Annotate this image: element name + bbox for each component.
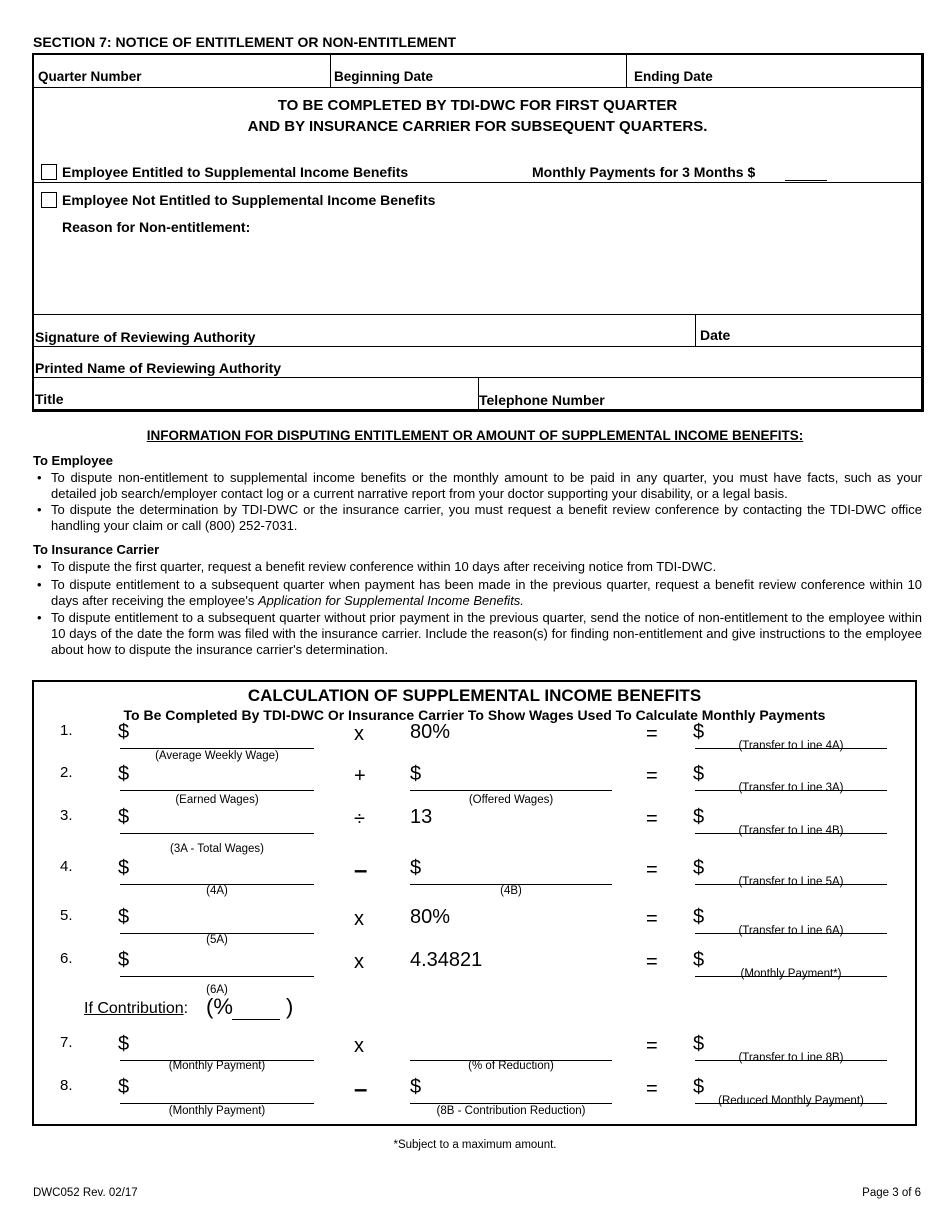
application-title: Application for Supplemental Income Benefits. bbox=[257, 593, 524, 608]
dollar-sign: $ bbox=[693, 949, 705, 971]
carrier-bullet-1: • To dispute the first quarter, request a benefit review conference within 10 days after receiving notice from TDI-DWC. bbox=[37, 559, 922, 575]
line-number: 6. bbox=[60, 950, 73, 967]
dollar-sign: $ bbox=[118, 906, 130, 928]
entitled-label: Employee Entitled to Supplemental Income Benefits bbox=[62, 164, 409, 180]
amount-field-b[interactable] bbox=[410, 1103, 612, 1104]
dollar-sign: $ bbox=[693, 1033, 705, 1055]
calculation-box bbox=[32, 680, 917, 1126]
dollar-sign: $ bbox=[118, 806, 130, 828]
dollar-sign: $ bbox=[693, 1076, 705, 1098]
caption-a: (Monthly Payment) bbox=[168, 1105, 266, 1117]
caption-result: (Transfer to Line 3A) bbox=[738, 782, 844, 794]
equals-sign: = bbox=[646, 908, 658, 930]
line-number: 7. bbox=[60, 1034, 73, 1051]
operator: x bbox=[354, 951, 364, 973]
carrier-bullet-2-text: To dispute entitlement to a subsequent quarter when payment has been made in the previous quarter, request a benefit review conference within 10 days after receiving the employee's bbox=[51, 577, 922, 608]
dollar-sign: $ bbox=[118, 1033, 130, 1055]
dollar-sign: $ bbox=[118, 763, 130, 785]
contribution-open: (% bbox=[206, 994, 233, 1019]
dollar-sign: $ bbox=[693, 806, 705, 828]
equals-sign: = bbox=[646, 723, 658, 745]
quarter-number-label: Quarter Number bbox=[38, 69, 142, 84]
caption-a: (5A) bbox=[206, 934, 228, 946]
instructions-line1: TO BE COMPLETED BY TDI-DWC FOR FIRST QUARTER bbox=[277, 97, 678, 114]
employee-bullet-1-text: To dispute non-entitlement to supplemental income benefits or the monthly amount to be paid in any quarter, you must have facts, such as your detailed job search/employer contact log or a current narrative report from your doctor supporting your disability, or a legal basis. bbox=[51, 470, 922, 501]
employee-bullet-2-text: To dispute the determination by TDI-DWC or the insurance carrier, you must request a benefit review conference by contacting the TDI-DWC office handling your claim or call (800) 252-7031. bbox=[51, 502, 922, 533]
dollar-sign: $ bbox=[693, 763, 705, 785]
employee-bullet-2: • To dispute the determination by TDI-DWC or the insurance carrier, you must request a benefit review conference by contacting the TDI-DWC office handling your claim or call (800) 252-7031. bbox=[37, 502, 922, 533]
section-title: SECTION 7: NOTICE OF ENTITLEMENT OR NON-ENTITLEMENT bbox=[33, 34, 457, 50]
entitled-checkbox[interactable] bbox=[41, 164, 57, 180]
beginning-date-label: Beginning Date bbox=[334, 69, 434, 84]
dollar-sign: $ bbox=[118, 1076, 130, 1098]
operand-value: 4.34821 bbox=[410, 949, 483, 971]
equals-sign: = bbox=[646, 765, 658, 787]
printed-name-field[interactable] bbox=[314, 349, 914, 375]
date-field[interactable] bbox=[739, 317, 914, 345]
footnote: *Subject to a maximum amount. bbox=[393, 1139, 557, 1151]
entitlement-notice-box bbox=[32, 53, 924, 412]
carrier-bullet-2: • To dispute entitlement to a subsequent quarter when payment has been made in the previous quarter, request a benefit review conference within 10 days after receiving the employee's Application for Supplemental Income Benefits. bbox=[37, 577, 922, 608]
dollar-sign: $ bbox=[118, 857, 130, 879]
amount-field-a[interactable] bbox=[120, 976, 314, 977]
line-number: 1. bbox=[60, 722, 73, 739]
operand-value: $ bbox=[410, 763, 422, 785]
printed-name-label: Printed Name of Reviewing Authority bbox=[35, 360, 282, 376]
caption-b: (% of Reduction) bbox=[468, 1060, 554, 1072]
operator: + bbox=[354, 765, 366, 787]
equals-sign: = bbox=[646, 951, 658, 973]
line-number: 2. bbox=[60, 764, 73, 781]
caption-result: (Reduced Monthly Payment) bbox=[718, 1095, 864, 1107]
operator: – bbox=[354, 857, 368, 884]
calculation-title: CALCULATION OF SUPPLEMENTAL INCOME BENEFITS bbox=[247, 686, 702, 705]
signature-label: Signature of Reviewing Authority bbox=[35, 329, 256, 345]
caption-result: (Transfer to Line 4A) bbox=[738, 740, 844, 752]
amount-field-a[interactable] bbox=[120, 748, 314, 749]
caption-a: (Average Weekly Wage) bbox=[155, 750, 279, 762]
employee-bullet-1: • To dispute non-entitlement to supplemental income benefits or the monthly amount to be paid in any quarter, you must have facts, such as your detailed job search/employer contact log or a current narrative report from your doctor supporting your disability, or a legal basis. bbox=[37, 470, 922, 501]
equals-sign: = bbox=[646, 808, 658, 830]
caption-b: (Offered Wages) bbox=[468, 794, 554, 806]
page-number: Page 3 of 6 bbox=[862, 1187, 921, 1199]
caption-b: (4B) bbox=[500, 885, 522, 897]
line-number: 5. bbox=[60, 907, 73, 924]
carrier-bullet-3-text: To dispute entitlement to a subsequent quarter without prior payment in the previous quarter, send the notice of non-entitlement to the employee within 10 days of the date the form was filed with the insurance carrier. Include the reason(s) for finding non-entitlement and give instructions to the employee about how to dispute the insurance carrier's determination. bbox=[51, 610, 922, 657]
dollar-sign: $ bbox=[118, 721, 130, 743]
operand-value: 80% bbox=[410, 721, 451, 743]
ending-date-label: Ending Date bbox=[634, 69, 713, 84]
caption-result: (Transfer to Line 5A) bbox=[738, 876, 844, 888]
dollar-sign: $ bbox=[693, 721, 705, 743]
equals-sign: = bbox=[646, 1078, 658, 1100]
monthly-payments-field[interactable] bbox=[785, 180, 827, 181]
contribution-percent-field[interactable] bbox=[232, 1019, 280, 1020]
to-carrier-heading: To Insurance Carrier bbox=[33, 542, 160, 557]
caption-a: (4A) bbox=[206, 885, 228, 897]
title-label: Title bbox=[35, 391, 64, 407]
caption-a: (Earned Wages) bbox=[175, 794, 259, 806]
operator: ÷ bbox=[354, 808, 365, 830]
dispute-info-heading: INFORMATION FOR DISPUTING ENTITLEMENT OR AMOUNT OF SUPPLEMENTAL INCOME BENEFITS: bbox=[146, 428, 804, 443]
dollar-sign: $ bbox=[118, 949, 130, 971]
contribution-close: ) bbox=[286, 994, 294, 1019]
operator: x bbox=[354, 723, 364, 745]
calculation-subtitle: To Be Completed By TDI-DWC Or Insurance Carrier To Show Wages Used To Calculate Monthly Payments bbox=[123, 707, 826, 723]
carrier-bullet-3: • To dispute entitlement to a subsequent quarter without prior payment in the previous quarter, send the notice of non-entitlement to the employee within 10 days of the date the form was filed with the insurance carrier. Include the reason(s) for finding non-entitlement and give instructions to the employee about how to dispute the insurance carrier's determination. bbox=[37, 610, 922, 657]
line-number: 4. bbox=[60, 858, 73, 875]
form-id: DWC052 Rev. 02/17 bbox=[33, 1187, 138, 1199]
operator: – bbox=[354, 1076, 368, 1103]
to-employee-heading: To Employee bbox=[33, 453, 113, 468]
caption-a: (Monthly Payment) bbox=[168, 1060, 266, 1072]
operand-value: 13 bbox=[410, 806, 433, 828]
instructions-line2: AND BY INSURANCE CARRIER FOR SUBSEQUENT QUARTERS. bbox=[247, 118, 708, 135]
signature-field[interactable] bbox=[274, 317, 694, 345]
operand-value: 80% bbox=[410, 906, 451, 928]
caption-a: (3A - Total Wages) bbox=[170, 843, 264, 855]
caption-a: (6A) bbox=[206, 984, 228, 996]
title-field[interactable] bbox=[74, 380, 474, 406]
line-number: 3. bbox=[60, 807, 73, 824]
telephone-field[interactable] bbox=[624, 380, 914, 406]
not-entitled-checkbox[interactable] bbox=[41, 192, 57, 208]
reason-field[interactable] bbox=[62, 239, 912, 309]
monthly-payments-label: Monthly Payments for 3 Months $ bbox=[532, 164, 756, 180]
caption-result: (Monthly Payment*) bbox=[740, 968, 842, 980]
caption-result: (Transfer to Line 4B) bbox=[738, 825, 844, 837]
caption-b: (8B - Contribution Reduction) bbox=[436, 1105, 586, 1117]
carrier-bullet-1-text: To dispute the first quarter, request a benefit review conference within 10 days after receiving notice from TDI-DWC. bbox=[51, 559, 717, 574]
operand-value: $ bbox=[410, 1076, 422, 1098]
contribution-label: If Contribution: bbox=[84, 1000, 189, 1017]
amount-field-a[interactable] bbox=[120, 833, 314, 834]
telephone-label: Telephone Number bbox=[479, 392, 605, 408]
amount-field-a[interactable] bbox=[120, 790, 314, 791]
line-number: 8. bbox=[60, 1077, 73, 1094]
caption-result: (Transfer to Line 6A) bbox=[738, 925, 844, 937]
reason-label: Reason for Non-entitlement: bbox=[62, 219, 251, 235]
amount-field-b[interactable] bbox=[410, 790, 612, 791]
amount-field-a[interactable] bbox=[120, 1103, 314, 1104]
equals-sign: = bbox=[646, 859, 658, 881]
not-entitled-label: Employee Not Entitled to Supplemental Income Benefits bbox=[62, 192, 436, 208]
operator: x bbox=[354, 1035, 364, 1057]
dollar-sign: $ bbox=[693, 906, 705, 928]
equals-sign: = bbox=[646, 1035, 658, 1057]
date-label: Date bbox=[700, 327, 731, 343]
operand-value: $ bbox=[410, 857, 422, 879]
dollar-sign: $ bbox=[693, 857, 705, 879]
caption-result: (Transfer to Line 8B) bbox=[738, 1052, 844, 1064]
operator: x bbox=[354, 908, 364, 930]
